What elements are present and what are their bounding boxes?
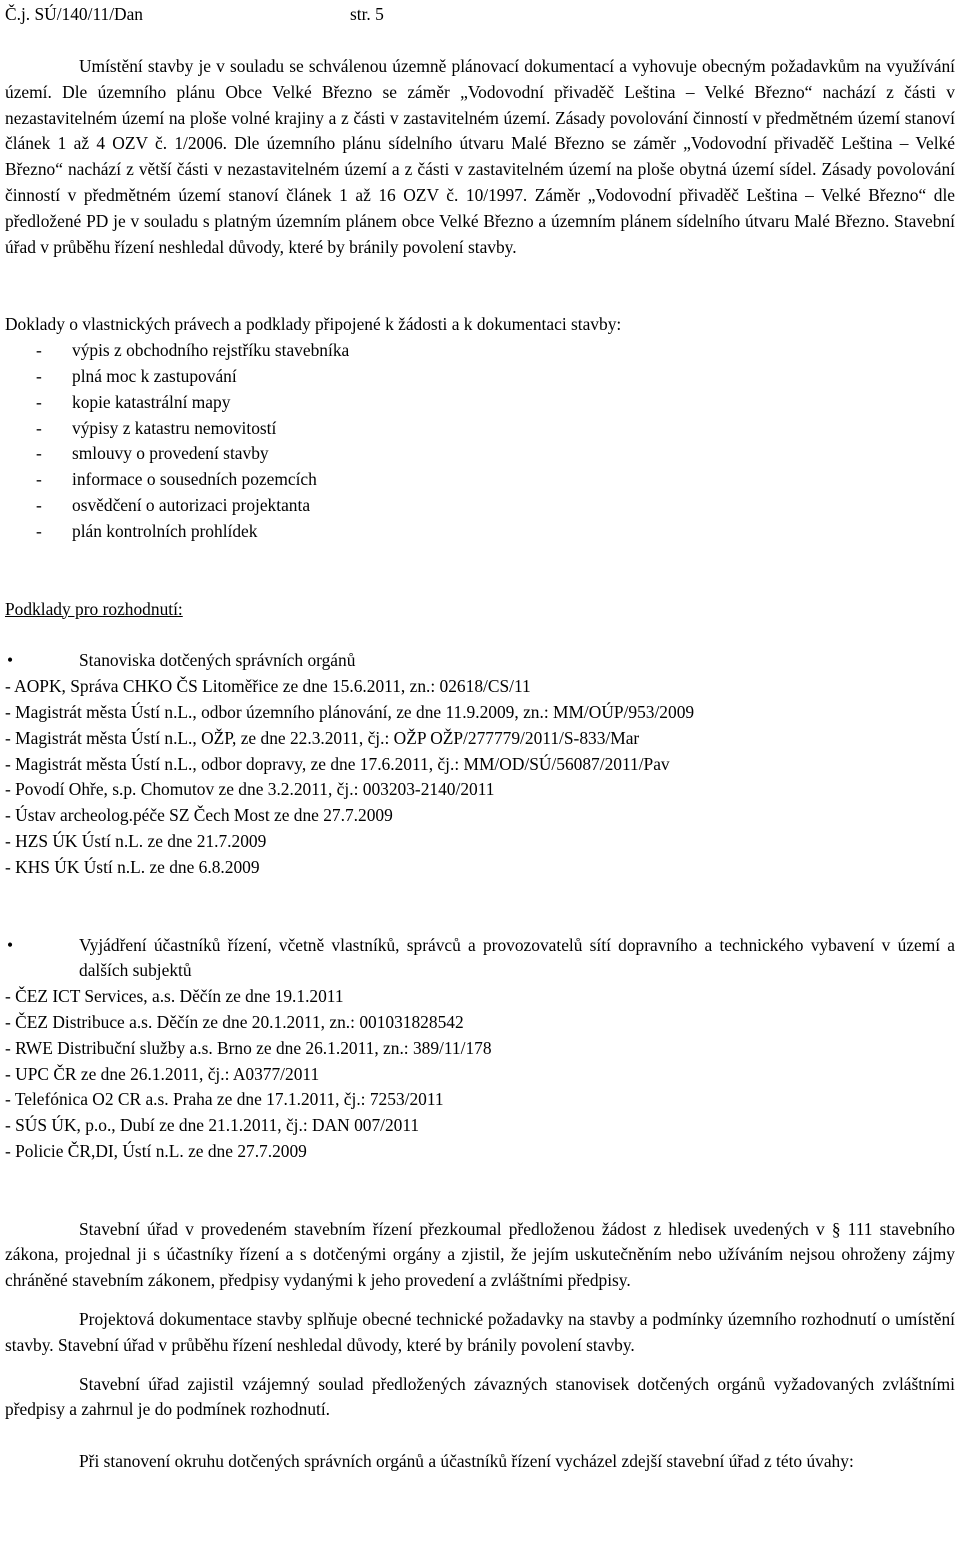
project-paragraph: Projektová dokumentace stavby splňuje obecné technické požadavky na stavby a podmínky územního rozhodnutí o umístění stavby. Stavební úřad v průběhu řízení neshledal důvody, které by bránily povolení stavby. xyxy=(5,1309,955,1355)
list-item: - Ústav archeolog.péče SZ Čech Most ze dne 27.7.2009 xyxy=(5,805,393,826)
list-item: - RWE Distribuční služby a.s. Brno ze dne 26.1.2011, zn.: 389/11/178 xyxy=(5,1037,492,1058)
list-item: - HZS ÚK Ústí n.L. ze dne 21.7.2009 xyxy=(5,830,267,851)
documents-heading: Doklady o vlastnických právech a podklady připojené k žádosti a k dokumentaci stavby: xyxy=(5,314,622,335)
authorities-title: Stanoviska dotčených správních orgánů xyxy=(79,650,356,671)
list-item: - Magistrát města Ústí n.L., odbor územního plánování, ze dne 11.9.2009, zn.: MM/OÚP/953/2009 xyxy=(5,701,695,722)
participants-title: Vyjádření účastníků řízení, včetně vlastníků, správců a provozovatelů sítí dopravního a technického vybavení v území a dalších subjektů xyxy=(79,934,955,981)
bullet-item xyxy=(5,933,955,985)
list-item: - výpis z obchodního rejstříku stavebníka xyxy=(36,340,350,361)
list-item: - Povodí Ohře, s.p. Chomutov ze dne 3.2.2011, čj.: 003203-2140/2011 xyxy=(5,779,495,800)
list-item: - kopie katastrální mapy xyxy=(36,391,231,412)
authorities-list xyxy=(5,674,955,880)
list-item: - Telefónica O2 CR a.s. Praha ze dne 17.1.2011, čj.: 7253/2011 xyxy=(5,1089,444,1110)
bullet-icon: • xyxy=(7,650,14,671)
review-paragraph: Stavební úřad v provedeném stavebním řízení přezkoumal předloženou žádost z hledisek uvedených v § 111 stavebního zákona, projednal ji s účastníky řízení a s dotčenými orgány a zjistil, že jejím uskutečněním nebo užíváním nejsou ohroženy zájmy chráněné stavebním zákonem, předpisy vydanými k jeho provedení a zvláštními předpisy. xyxy=(5,1218,955,1291)
consideration-paragraph: Při stanovení okruhu dotčených správních orgánů a účastníků řízení vycházel zdejší stavební úřad z této úvahy: xyxy=(79,1451,854,1472)
list-item: - osvědčení o autorizaci projektanta xyxy=(36,494,311,515)
list-item: - Magistrát města Ústí n.L., odbor dopravy, ze dne 17.6.2011, čj.: MM/OD/SÚ/56087/2011/Pav xyxy=(5,753,670,774)
list-item: - Policie ČR,DI, Ústí n.L. ze dne 27.7.2009 xyxy=(5,1140,307,1161)
list-item: - ČEZ ICT Services, a.s. Děčín ze dne 19.1.2011 xyxy=(5,986,344,1007)
bullet-item xyxy=(5,648,955,674)
list-item: - výpisy z katastru nemovitostí xyxy=(36,417,277,438)
bullet-icon: • xyxy=(7,934,14,955)
participants-list xyxy=(5,984,955,1165)
list-item: - ČEZ Distribuce a.s. Děčín ze dne 20.1.2011, zn.: 001031828542 xyxy=(5,1011,464,1032)
list-item: - informace o sousedních pozemcích xyxy=(36,469,317,490)
list-item: - UPC ČR ze dne 26.1.2011, čj.: A0377/2011 xyxy=(5,1063,320,1084)
list-item: - SÚS ÚK, p.o., Dubí ze dne 21.1.2011, čj.: DAN 007/2011 xyxy=(5,1115,420,1136)
zoning-paragraph: Umístění stavby je v souladu se schválenou územně plánovací dokumentací a vyhovuje obecným požadavkům na využívání území. Dle územního plánu Obce Velké Březno se záměr „Vodovodní přivaděč Leština – Velké Březno“ nachází z části v nezastavitelném území na ploše volné krajiny a z části v zastavitelném území. Zásady povolování činností v předmětném území stanoví článek 1 až 4 OZV č. 1/2006. Dle územního plánu sídelního útvaru Malé Březno se záměr „Vodovodní přivaděč Leština – Velké Březno“ nachází z větší části v nezastavitelném území a z části v zastavitelném území na ploše obytná území sídel. Zásady povolování činností v předmětném území stanoví článek 1 až 16 OZV č. 10/1997. Záměr „Vodovodní přivaděč Leština – Velké Březno“ dle předložené PD je v souladu s platným územním plánem obce Velké Březno a územním plánem sídelního útvaru Malé Březno. Stavební úřad v průběhu řízení neshledal důvody, které by bránily povolení stavby. xyxy=(5,56,955,257)
page-number: str. 5 xyxy=(350,4,384,24)
document-page xyxy=(5,2,955,1475)
list-item: - plná moc k zastupování xyxy=(36,365,237,386)
documents-list xyxy=(5,338,955,544)
page-header xyxy=(5,2,955,28)
list-item: - AOPK, Správa CHKO ČS Litoměřice ze dne 15.6.2011, zn.: 02618/CS/11 xyxy=(5,676,531,697)
list-item: - smlouvy o provedení stavby xyxy=(36,443,269,464)
case-reference: Č.j. SÚ/140/11/Dan xyxy=(5,4,144,24)
list-item: - Magistrát města Ústí n.L., OŽP, ze dne 22.3.2011, čj.: OŽP OŽP/277779/2011/S-833/Mar xyxy=(5,727,640,748)
basis-heading: Podklady pro rozhodnutí: xyxy=(5,598,183,619)
harmony-paragraph: Stavební úřad zajistil vzájemný soulad předložených závazných stanovisek dotčených orgánů vyžadovaných zvláštními předpisy a zahrnul je do podmínek rozhodnutí. xyxy=(5,1373,955,1420)
list-item: - KHS ÚK Ústí n.L. ze dne 6.8.2009 xyxy=(5,856,260,877)
list-item: - plán kontrolních prohlídek xyxy=(36,520,258,541)
